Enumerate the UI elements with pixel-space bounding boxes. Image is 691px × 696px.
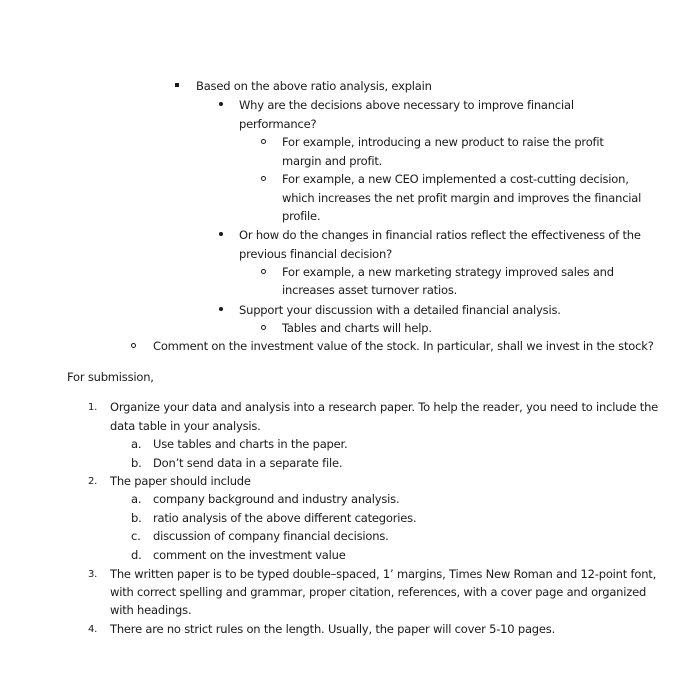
why-example-1-line-2: margin and profit. xyxy=(282,154,383,168)
list-letter: b. xyxy=(131,511,142,525)
why-item-line-2: performance? xyxy=(239,117,317,131)
list-letter: a. xyxy=(131,492,142,506)
list-number: 4. xyxy=(88,624,98,635)
support-sub-item: Tables and charts will help. xyxy=(282,321,432,335)
submission-item-2a: company background and industry analysis. xyxy=(153,492,400,506)
ratio-analysis-item: Based on the above ratio analysis, explain xyxy=(196,79,432,93)
why-item-line-1: Why are the decisions above necessary to improve financial xyxy=(239,98,574,112)
submission-item-3-line-2: with correct spelling and grammar, proper citation, references, with a cover page and organized xyxy=(110,585,647,599)
submission-item-1b: Don’t send data in a separate file. xyxy=(153,456,343,470)
comment-item: Comment on the investment value of the stock. In particular, shall we invest in the stock? xyxy=(153,339,654,353)
why-example-2-line-1: For example, a new CEO implemented a cost-cutting decision, xyxy=(282,172,629,186)
circle-bullet-icon xyxy=(261,325,266,330)
submission-item-3-line-3: with headings. xyxy=(110,603,192,617)
how-example-1-line-2: increases asset turnover ratios. xyxy=(282,283,458,297)
bullet-icon xyxy=(219,102,223,106)
why-example-1-line-1: For example, introducing a new product to raise the profit xyxy=(282,135,604,149)
list-letter: d. xyxy=(131,548,142,562)
list-letter: c. xyxy=(131,529,141,543)
submission-item-2-line-1: The paper should include xyxy=(110,474,251,488)
list-letter: b. xyxy=(131,456,142,470)
list-number: 3. xyxy=(88,569,98,580)
circle-bullet-icon xyxy=(131,343,136,348)
circle-bullet-icon xyxy=(261,139,266,144)
how-item-line-1: Or how do the changes in financial ratios reflect the effectiveness of the xyxy=(239,228,641,242)
list-number: 1. xyxy=(88,402,98,413)
submission-item-2d: comment on the investment value xyxy=(153,548,346,562)
list-letter: a. xyxy=(131,437,142,451)
submission-item-1-line-1: Organize your data and analysis into a research paper. To help the reader, you need to include the xyxy=(110,400,659,414)
circle-bullet-icon xyxy=(261,269,266,274)
list-number: 2. xyxy=(88,476,98,487)
submission-heading: For submission, xyxy=(67,370,154,384)
how-item-line-2: previous financial decision? xyxy=(239,247,393,261)
how-example-1-line-1: For example, a new marketing strategy improved sales and xyxy=(282,265,614,279)
submission-item-3-line-1: The written paper is to be typed double–spaced, 1’ margins, Times New Roman and 12-point font, xyxy=(110,567,657,581)
why-example-2-line-2: which increases the net profit margin and improves the financial xyxy=(282,191,642,205)
square-bullet-icon xyxy=(175,83,179,87)
submission-item-1-line-2: data table in your analysis. xyxy=(110,419,261,433)
bullet-icon xyxy=(219,307,223,311)
circle-bullet-icon xyxy=(261,176,266,181)
submission-item-2c: discussion of company financial decisions. xyxy=(153,529,389,543)
submission-item-2b: ratio analysis of the above different categories. xyxy=(153,511,417,525)
support-item: Support your discussion with a detailed financial analysis. xyxy=(239,303,561,317)
bullet-icon xyxy=(219,232,223,236)
why-example-2-line-3: profile. xyxy=(282,209,321,223)
submission-item-1a: Use tables and charts in the paper. xyxy=(153,437,348,451)
submission-item-4-line-1: There are no strict rules on the length. Usually, the paper will cover 5-10 pages. xyxy=(110,622,556,636)
